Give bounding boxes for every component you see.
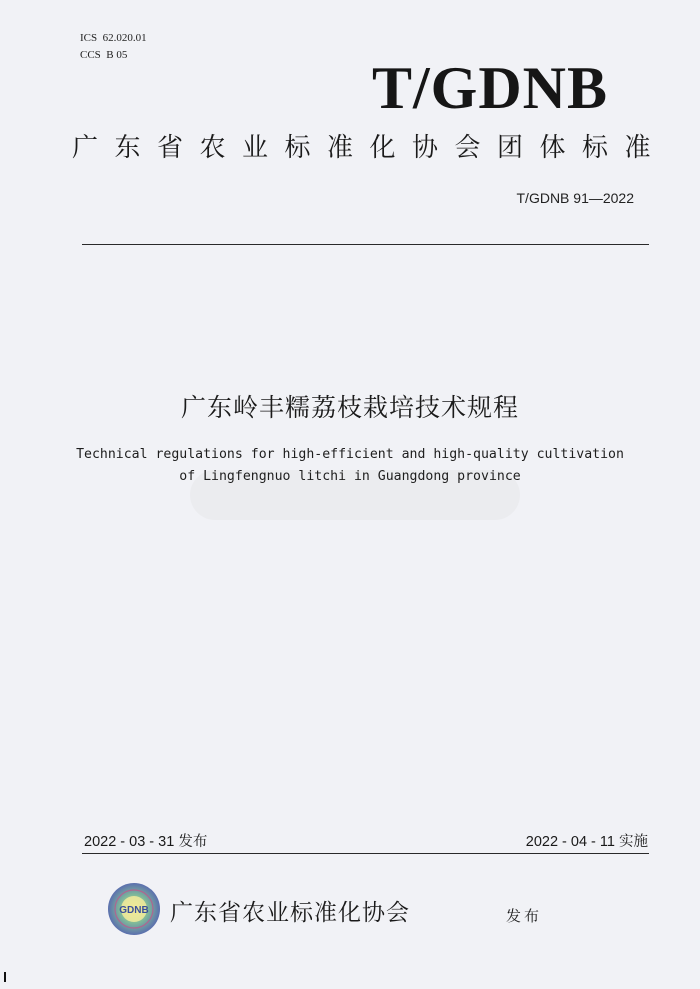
implementation-date: 2022 - 04 - 11 实施 <box>525 834 648 850</box>
top-divider <box>82 244 649 245</box>
issue-date: 2022 - 03 - 31 发布 <box>84 834 208 850</box>
publish-label: 发布 <box>506 907 543 925</box>
standard-brand-code: T/GDNB <box>371 55 608 121</box>
seal-text: GDNB <box>119 905 149 916</box>
scan-margin-mark <box>4 972 6 982</box>
association-seal-icon <box>107 882 161 936</box>
organization-standard-title: 广东省农业标准化协会团体标准 <box>72 133 668 163</box>
english-title <box>0 444 700 488</box>
bottom-divider <box>82 853 649 854</box>
standard-number: T/GDNB 91—2022 <box>516 190 634 206</box>
publisher-name: 广东省农业标准化协会 <box>170 900 410 926</box>
chinese-title: 广东岭丰糯荔枝栽培技术规程 <box>180 393 519 422</box>
ccs-code: CCS B 05 <box>80 49 128 61</box>
english-title-line-1: Technical regulations for high-efficient and high-quality cultivation <box>76 447 624 462</box>
english-title-line-2: of Lingfengnuo litchi in Guangdong province <box>179 469 521 484</box>
ics-code: ICS 62.020.01 <box>80 32 147 44</box>
classification-codes <box>80 30 147 64</box>
